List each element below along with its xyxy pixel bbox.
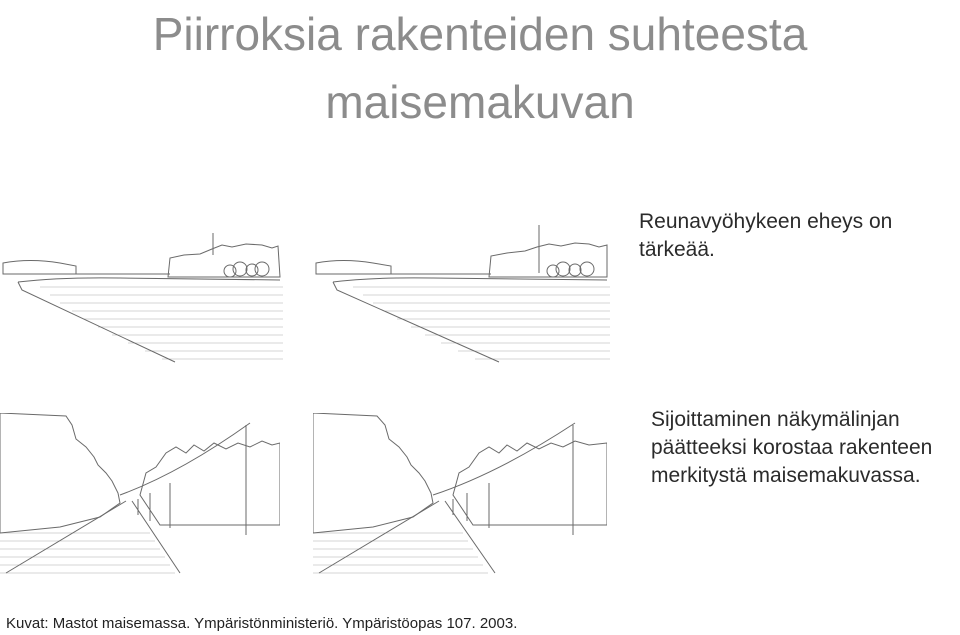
image-credit: Kuvat: Mastot maisemassa. Ympäristönministeriö. Ympäristöopas 107. 2003.	[6, 615, 518, 632]
road	[319, 501, 495, 573]
field-sketch-tall-mast	[313, 225, 610, 370]
slide-title	[0, 0, 960, 136]
slide-title-line: Piirroksia rakenteiden suhteesta	[152, 8, 808, 60]
distant-treeline	[316, 261, 391, 275]
distant-treeline	[3, 261, 76, 275]
field-hatching	[353, 287, 610, 359]
road-sketch-power-line-variant	[313, 413, 607, 581]
caption-edge-zone	[639, 208, 949, 264]
caption-line: päätteeksi korostaa rakenteen	[651, 436, 933, 459]
field-border	[333, 282, 499, 362]
caption-line: Reunavyöhykeen eheys on	[639, 210, 893, 233]
power-line	[433, 423, 575, 495]
road-hatching	[0, 533, 175, 573]
road-sketch-power-line	[0, 413, 280, 578]
caption-view-axis	[651, 406, 960, 490]
slide-title-line: maisemakuvan	[325, 76, 635, 128]
forest-edge	[489, 243, 607, 277]
right-forest	[453, 441, 607, 525]
caption-line: Sijoittaminen näkymälinjan	[651, 408, 900, 431]
right-forest	[140, 441, 280, 525]
field-edge	[333, 278, 607, 282]
shrub-group	[547, 262, 594, 277]
caption-line: merkitystä maisemakuvassa.	[651, 464, 921, 487]
field-sketch-small-mast	[0, 225, 283, 370]
road-hatching	[313, 533, 488, 573]
power-line	[120, 423, 250, 495]
caption-line: tärkeää.	[639, 238, 715, 261]
field-border	[18, 282, 175, 362]
road	[6, 501, 180, 573]
field-hatching	[40, 287, 283, 359]
field-edge	[18, 278, 280, 282]
shrub-group	[224, 262, 269, 277]
